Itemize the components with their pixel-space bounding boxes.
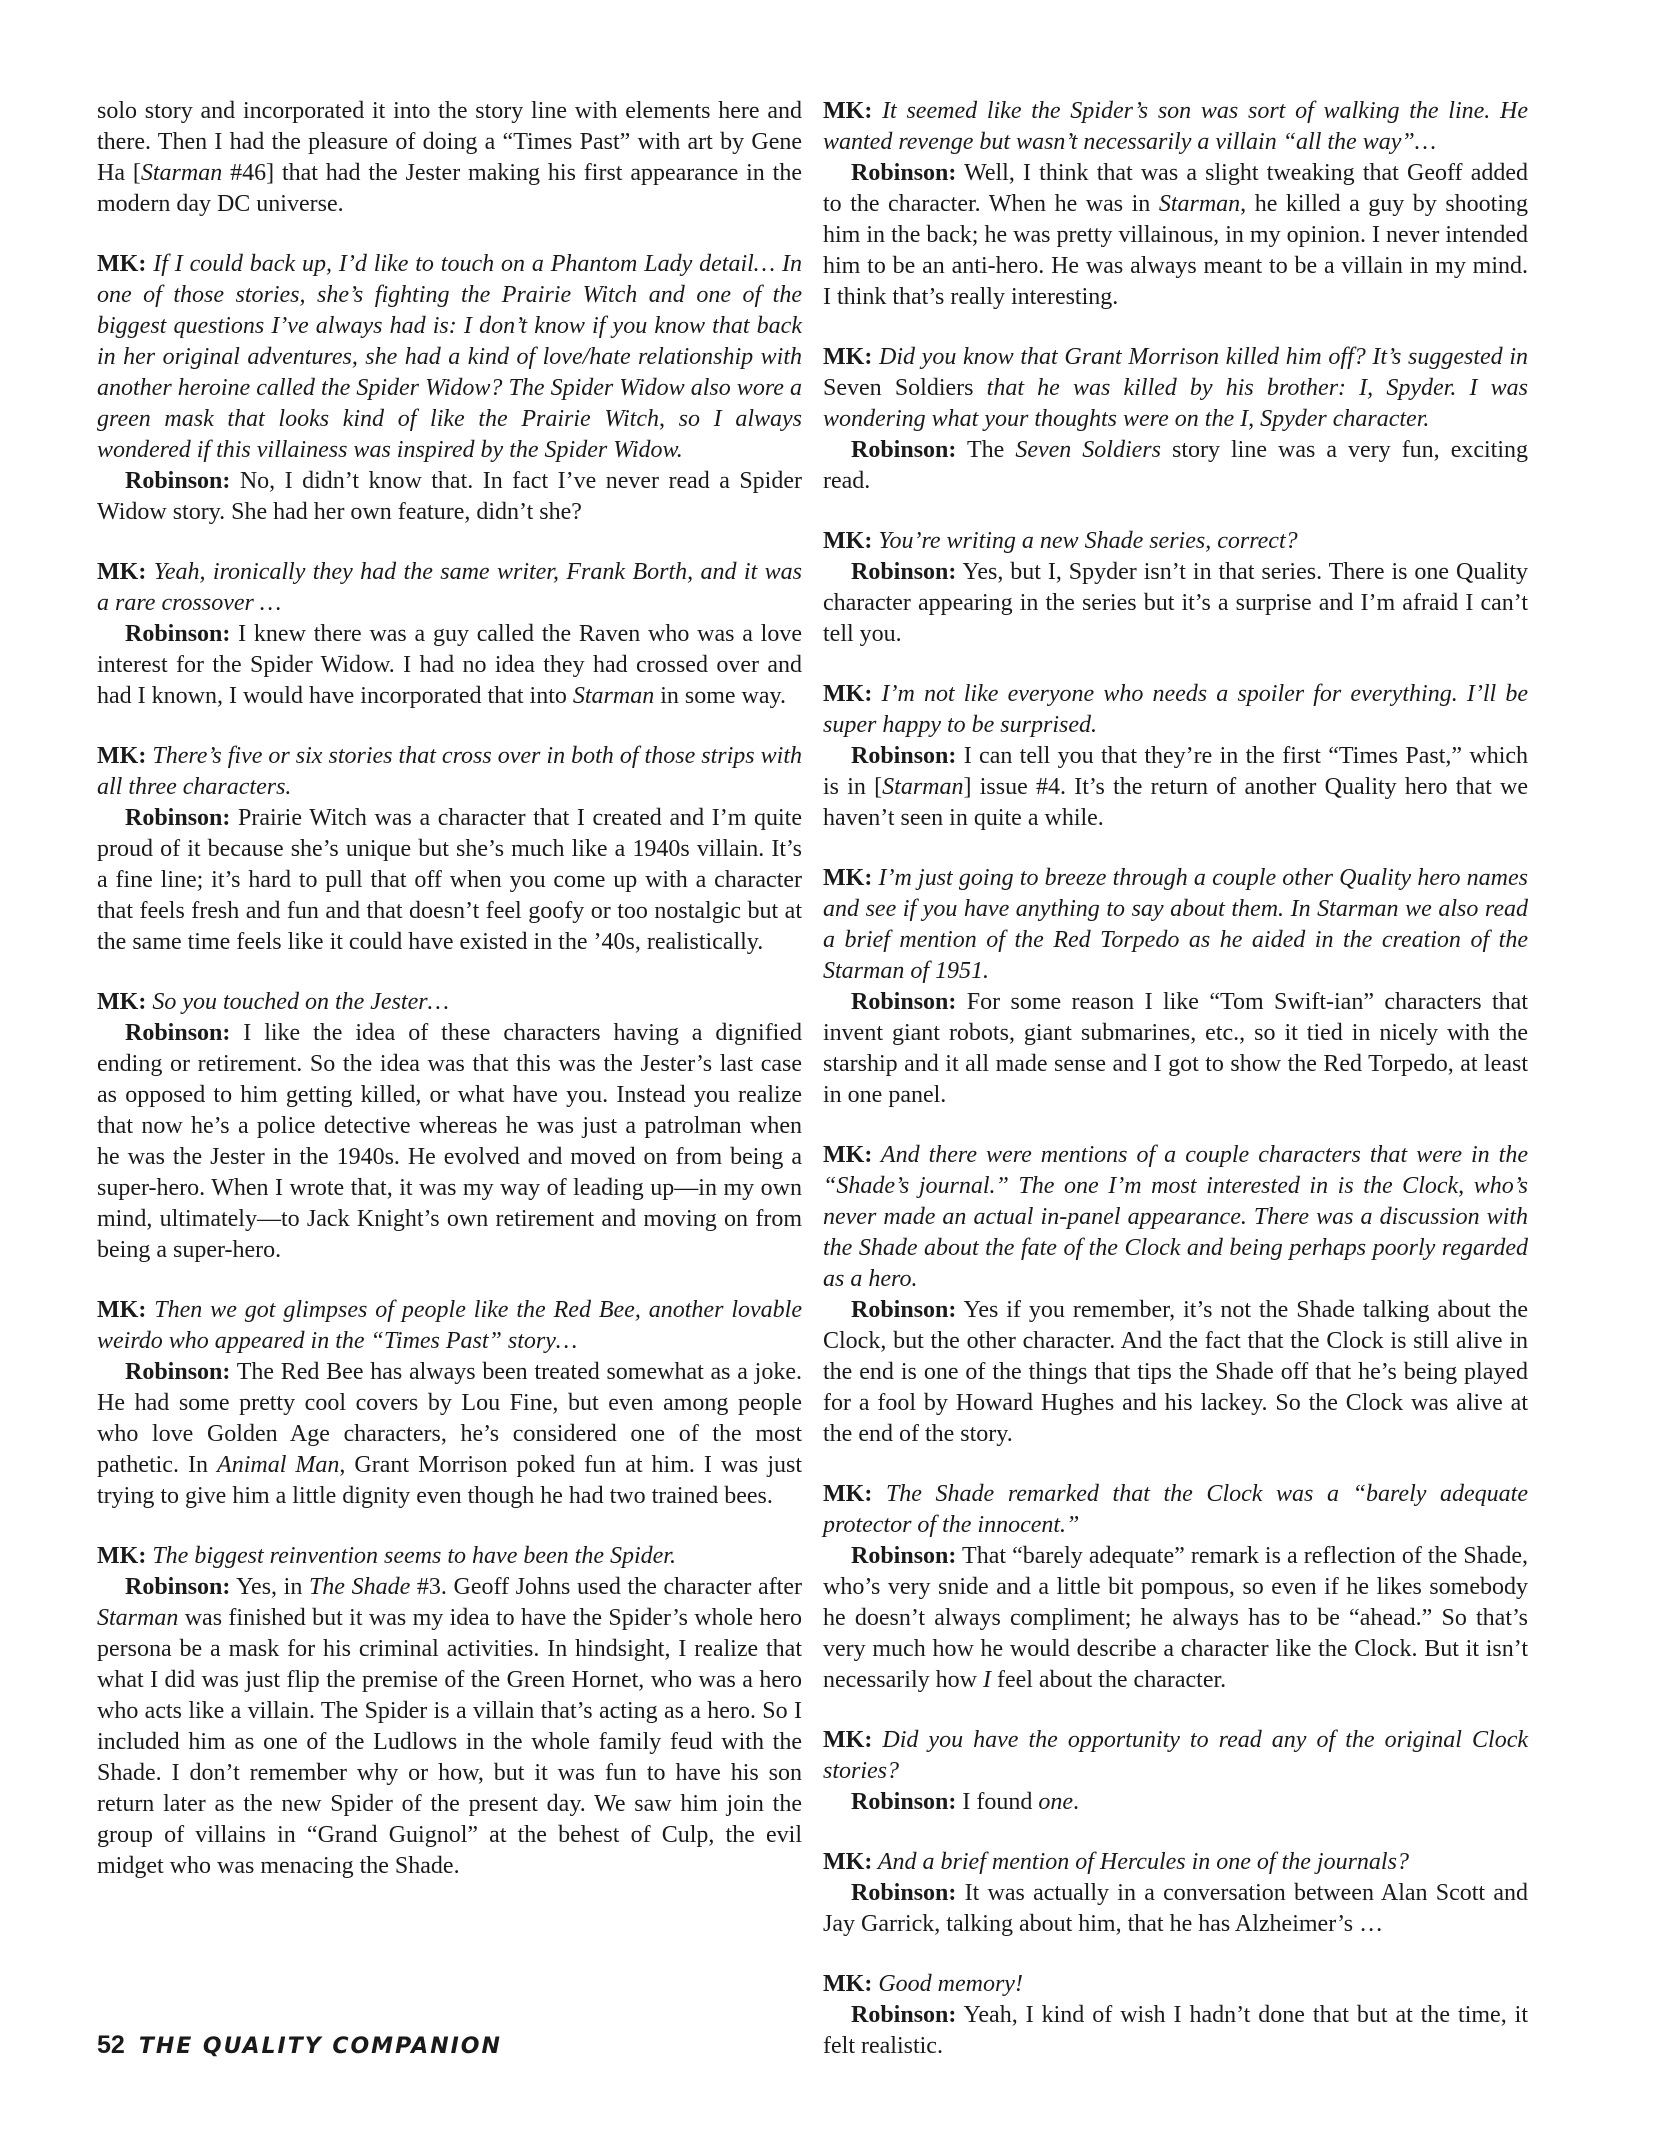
interviewee-answer (97, 1572, 802, 1882)
speaker-label-mk: MK: (823, 344, 873, 370)
interview-exchange (823, 863, 1528, 1111)
interview-exchange (823, 679, 1528, 834)
interview-exchange (97, 557, 802, 712)
interviewer-question (97, 1541, 802, 1572)
text-run: was finished but it was my idea to have the Spider’s whole hero persona be a mask for his criminal activities. In hindsight, I realize that what I did was just flip the premise of the Green Hornet, who was a hero who acts like a villain. The Spider is a villain that’s acting as a hero. So I included him as one of the Ludlows in the whole family feud with the Shade. I don’t remember why or how, but it was fun to have his son return later as the new Spider of the present day. We saw him join the group of villains in “Grand Guignol” at the behest of Culp, the evil midget who was menacing the Shade. (97, 1605, 802, 1879)
text-run: The biggest reinvention seems to have been the Spider. (152, 1543, 676, 1569)
text-run: Yes, but I, Spyder isn’t in that series. There is one Quality character appearing in the series but it’s a surprise and I’m afraid I can’t tell you. (823, 559, 1529, 647)
interview-exchange (823, 96, 1528, 313)
paragraph (97, 96, 802, 220)
text-run: The Shade (308, 1574, 411, 1600)
text-run: Did you know that Grant Morrison killed him off? It’s suggested in (879, 344, 1529, 370)
text-run: I knew there was a guy called the Raven who was a love interest for the Spider Widow. I had no idea they had crossed over and had I known, I would have incorporated that into (97, 621, 802, 709)
interviewer-question (97, 249, 802, 466)
speaker-label-robinson: Robinson: (851, 1543, 957, 1569)
speaker-label-robinson: Robinson: (851, 2002, 957, 2028)
speaker-label-robinson: Robinson: (125, 1359, 231, 1385)
text-run: No, I didn’t know that. In fact I’ve never read a Spider Widow story. She had her own feature, didn’t she? (97, 468, 802, 525)
speaker-label-mk: MK: (97, 989, 147, 1015)
text-run: Yes, in (236, 1574, 309, 1600)
interview-exchange (823, 342, 1528, 497)
interview-exchange (823, 1969, 1528, 2062)
interviewer-question (97, 557, 802, 619)
interviewer-question (97, 741, 802, 803)
interviewer-question (823, 1479, 1528, 1541)
speaker-label-robinson: Robinson: (851, 160, 957, 186)
text-run: The (966, 437, 1016, 463)
speaker-label-mk: MK: (823, 681, 873, 707)
text-run: I like the idea of these characters having a dignified ending or retirement. So the idea was that this was the Jester’s last case as opposed to him getting killed, or what have you. Instead you realize that now he’s a police detective whereas he was just a patrolman when he was the Jester in the 1940s. He evolved and moved on from being a super-hero. When I wrote that, it was my way of leading up—in my own mind, ultimately—to Jack Knight’s own retirement and moving on from being a super-hero. (97, 1020, 803, 1263)
text-run: Did you have the opportunity to read any of the original Clock stories? (823, 1727, 1528, 1784)
interviewer-question (97, 987, 802, 1018)
text-run: Animal Man (217, 1452, 340, 1478)
interviewee-answer (823, 741, 1528, 834)
interviewer-question (823, 342, 1528, 435)
speaker-label-mk: MK: (97, 1297, 147, 1323)
text-run: solo story and incorporated it into the story line with elements here and there. Then I had the pleasure of doing a “Times Past” with art by Gene Ha [ (97, 98, 802, 186)
speaker-label-mk: MK: (823, 1849, 873, 1875)
interviewee-answer (823, 158, 1528, 313)
speaker-label-mk: MK: (97, 743, 147, 769)
text-run: Well, I think that was a slight tweaking that Geoff added to the character. When he was in (823, 160, 1528, 217)
text-run: It seemed like the Spider’s son was sort of walking the line. He wanted revenge but wasn’t necessarily a villain “all the way”… (823, 98, 1529, 155)
speaker-label-robinson: Robinson: (125, 621, 231, 647)
text-run: I’m not like everyone who needs a spoiler for everything. I’ll be super happy to be surprised. (823, 681, 1528, 738)
text-run: Starman (1158, 191, 1241, 217)
text-run: #46] that had the Jester making his first appearance in the modern day DC universe. (97, 160, 802, 217)
interviewee-answer (823, 2000, 1528, 2062)
interviewee-answer (823, 1787, 1528, 1818)
interviewer-question (97, 1295, 802, 1357)
interviewer-question (823, 679, 1528, 741)
interviewer-question (823, 1140, 1528, 1295)
interviewee-answer (97, 466, 802, 528)
interviewer-question (823, 1847, 1528, 1878)
text-run: . (1073, 1789, 1080, 1815)
speaker-label-robinson: Robinson: (851, 989, 957, 1015)
text-run: Yeah, I kind of wish I hadn’t done that but at the time, it felt realistic. (823, 2002, 1528, 2059)
text-run: Starman (140, 160, 223, 186)
interview-exchange (823, 1725, 1528, 1818)
text-run: Starman (97, 1605, 179, 1631)
speaker-label-mk: MK: (823, 1971, 873, 1997)
right-column (823, 96, 1528, 2062)
speaker-label-mk: MK: (97, 559, 147, 585)
left-column (97, 96, 802, 1882)
text-run: Seven Soldiers (1015, 437, 1161, 463)
text-run: , he killed a guy by shooting him in the back; he was pretty villainous, in my opinion. I never intended him to be an anti-hero. He was always meant to be a villain in my mind. I think that’s really interesting. (823, 191, 1529, 310)
interview-exchange (97, 987, 802, 1266)
text-run: I’m just going to breeze through a couple other Quality hero names and see if you have anything to say about them. In Starman we also read a brief mention of the Red Torpedo as he aided in the creation of the Starman of 1951. (823, 865, 1528, 984)
text-run: Prairie Witch was a character that I created and I’m quite proud of it because she’s unique but she’s much like a 1940s villain. It’s a fine line; it’s hard to pull that off when you come up with a character that feels fresh and fun and that doesn’t feel goofy or too nostalgic but at the same time feels like it could have existed in the ’40s, realistically. (97, 805, 803, 955)
interviewee-answer (823, 1295, 1528, 1450)
interviewee-answer (823, 557, 1528, 650)
speaker-label-mk: MK: (823, 528, 873, 554)
interview-exchange (97, 1295, 802, 1512)
interviewee-answer (823, 435, 1528, 497)
speaker-label-mk: MK: (823, 865, 873, 891)
interviewee-answer (823, 987, 1528, 1111)
text-run: in some way. (654, 683, 786, 709)
speaker-label-robinson: Robinson: (851, 1880, 957, 1906)
text-run: I found (962, 1789, 1039, 1815)
text-run: For some reason I like “Tom Swift-ian” characters that invent giant robots, giant submarines, etc., so it tied in nicely with the starship and it all made sense and I got to show the Red Torpedo, at least in one panel. (823, 989, 1528, 1108)
text-run: , Grant Morrison poked fun at him. I was just trying to give him a little dignity even though he had two trained bees. (97, 1452, 802, 1509)
text-run: You’re writing a new Shade series, correct? (878, 528, 1298, 554)
text-run: one (1038, 1789, 1074, 1815)
interviewee-answer (97, 803, 802, 958)
speaker-label-mk: MK: (823, 1481, 873, 1507)
speaker-label-robinson: Robinson: (851, 559, 957, 585)
speaker-label-mk: MK: (97, 251, 147, 277)
interviewer-question (823, 1969, 1528, 2000)
speaker-label-mk: MK: (97, 1543, 147, 1569)
speaker-label-mk: MK: (823, 1727, 873, 1753)
interviewer-question (823, 96, 1528, 158)
text-run: It was actually in a conversation between Alan Scott and Jay Garrick, talking about him, that he has Alzheimer’s … (823, 1880, 1528, 1937)
speaker-label-robinson: Robinson: (125, 805, 231, 831)
interview-exchange (97, 249, 802, 528)
interviewer-question (823, 1725, 1528, 1787)
text-run: So you touched on the Jester… (152, 989, 449, 1015)
text-run: Seven Soldiers (823, 375, 974, 401)
text-run: that he was killed by his brother: I, Spyder. I was wondering what your thoughts were on the I, Spyder character. (823, 375, 1528, 432)
running-title: THE QUALITY COMPANION (138, 2034, 502, 2059)
text-run: And a brief mention of Hercules in one of the journals? (877, 1849, 1409, 1875)
text-run: story line was a very fun, exciting read. (823, 437, 1529, 494)
speaker-label-mk: MK: (823, 1142, 873, 1168)
text-run: And there were mentions of a couple characters that were in the “Shade’s journal.” The one I’m most interested in is the Clock, who’s never made an actual in-panel appearance. There was a discussion with the Shade about the fate of the Clock and being perhaps poorly regarded as a hero. (823, 1142, 1528, 1292)
interviewer-question (823, 863, 1528, 987)
interviewee-answer (823, 1541, 1528, 1696)
interview-exchange (823, 1140, 1528, 1450)
text-run: I can tell you that they’re in the first “Times Past,” which is in [ (823, 743, 1529, 800)
page-footer (97, 2031, 502, 2071)
interview-exchange (823, 1847, 1528, 1940)
text-run: The Shade remarked that the Clock was a “barely adequate protector of the innocent.” (823, 1481, 1528, 1538)
interviewee-answer (97, 619, 802, 712)
interviewee-answer (823, 1878, 1528, 1940)
text-run: Starman (572, 683, 655, 709)
interview-exchange (97, 741, 802, 958)
text-run: feel about the character. (990, 1667, 1227, 1693)
text-run: I (982, 1667, 991, 1693)
speaker-label-robinson: Robinson: (125, 468, 231, 494)
interviewee-answer (97, 1018, 802, 1266)
interview-exchange (97, 1541, 802, 1882)
speaker-label-robinson: Robinson: (125, 1574, 231, 1600)
text-run: #3. Geoff Johns used the character after (410, 1574, 802, 1600)
interview-exchange (823, 526, 1528, 650)
text-run: ] issue #4. It’s the return of another Quality hero that we haven’t seen in quite a while. (823, 774, 1528, 831)
text-run: Good memory! (878, 1971, 1023, 1997)
continued-paragraph (97, 96, 802, 220)
text-run: That “barely adequate” remark is a reflection of the Shade, who’s very snide and a little bit pompous, so even if he likes somebody he doesn’t always compliment; he always has to be “ahead.” So that’s very much how he would describe a character like the Clock. But it isn’t necessarily how (823, 1543, 1528, 1693)
text-run: The Red Bee has always been treated somewhat as a joke. He had some pretty cool covers by Lou Fine, but even among people who love Golden Age characters, he’s considered one of the most pathetic. In (97, 1359, 802, 1478)
text-run: Yeah, ironically they had the same writer, Frank Borth, and it was a rare crossover … (97, 559, 803, 616)
page-number: 52 (97, 2031, 125, 2059)
interview-exchange (823, 1479, 1528, 1696)
text-run: Yes if you remember, it’s not the Shade talking about the Clock, but the other character. And the fact that the Clock is still alive in the end is one of the things that tips the Shade off that he’s being played for a fool by Howard Hughes and his lackey. So the Clock was alive at the end of the story. (823, 1297, 1529, 1447)
speaker-label-robinson: Robinson: (851, 1789, 957, 1815)
text-run: If I could back up, I’d like to touch on a Phantom Lady detail… In one of those stories, she’s fighting the Prairie Witch and one of the biggest questions I’ve always had is: I don’t know if you know that back in her original adventures, she had a kind of love/hate relationship with another heroine called the Spider Widow? The Spider Widow also wore a green mask that looks kind of like the Prairie Witch, so I always wondered if this villainess was inspired by the Spider Widow. (97, 251, 803, 463)
speaker-label-robinson: Robinson: (851, 437, 957, 463)
speaker-label-robinson: Robinson: (851, 1297, 957, 1323)
text-run: Starman (882, 774, 964, 800)
interviewee-answer (97, 1357, 802, 1512)
text-run: There’s five or six stories that cross over in both of those strips with all three characters. (97, 743, 802, 800)
speaker-label-mk: MK: (823, 98, 873, 124)
speaker-label-robinson: Robinson: (851, 743, 957, 769)
interviewer-question (823, 526, 1528, 557)
text-run: Then we got glimpses of people like the Red Bee, another lovable weirdo who appeared in the “Times Past” story… (97, 1297, 802, 1354)
speaker-label-robinson: Robinson: (125, 1020, 231, 1046)
